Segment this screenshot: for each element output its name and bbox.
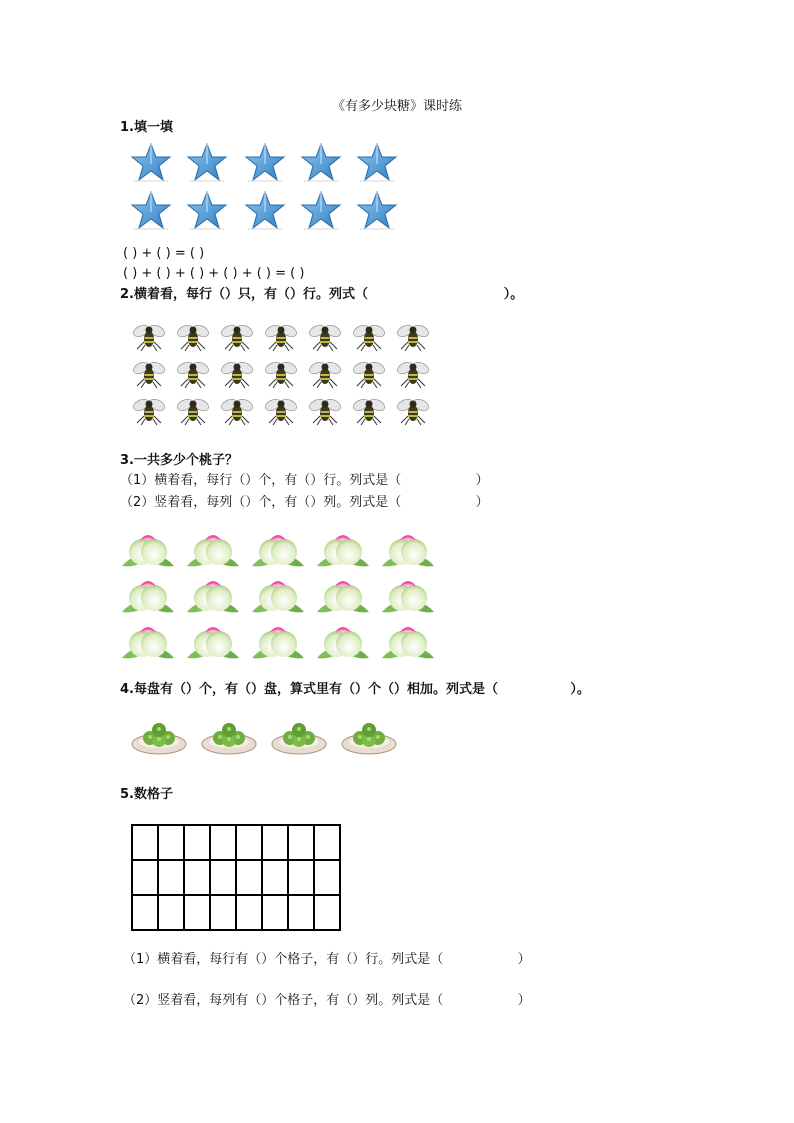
- star-icon: [130, 190, 172, 230]
- question-1-equation-2: ( ) + ( ) + ( ) + ( ) + ( ) = ( ): [123, 266, 305, 281]
- grid-cell: [158, 825, 184, 860]
- counting-grid: [131, 824, 341, 931]
- star-icon: [244, 142, 286, 182]
- peach-icon: [380, 528, 436, 570]
- plate-of-fruit-icon: [340, 716, 398, 756]
- grid-cell: [314, 825, 340, 860]
- bee-icon: [220, 322, 254, 352]
- page-title: 《有多少块糖》课时练: [331, 99, 462, 114]
- peach-icon: [120, 620, 176, 662]
- grid-cell: [288, 825, 314, 860]
- star-icon: [244, 190, 286, 230]
- peach-icon: [380, 574, 436, 616]
- bee-icon: [132, 322, 166, 352]
- bee-icon: [396, 396, 430, 426]
- star-icon: [130, 142, 172, 182]
- grid-row: [132, 825, 340, 860]
- bee-icon: [176, 396, 210, 426]
- plate-of-fruit-icon: [130, 716, 188, 756]
- bee-icon: [308, 396, 342, 426]
- peach-icon: [250, 574, 306, 616]
- bee-icon: [264, 359, 298, 389]
- peach-icon: [315, 528, 371, 570]
- grid-cell: [262, 895, 288, 930]
- peach-icon: [120, 528, 176, 570]
- question-4-text: 4.每盘有（）个，有（）盘，算式里有（）个（）相加。列式是（ ）。: [120, 682, 590, 697]
- bee-icon: [352, 322, 386, 352]
- question-3-heading: 3.一共多少个桃子？: [120, 453, 238, 468]
- peach-icon: [250, 620, 306, 662]
- peach-icon: [120, 574, 176, 616]
- bee-icon: [132, 359, 166, 389]
- plate-of-fruit-icon: [270, 716, 328, 756]
- bee-icon: [220, 396, 254, 426]
- grid-cell: [210, 895, 236, 930]
- grid-cell: [184, 895, 210, 930]
- question-1-equation-1: ( ) + ( ) = ( ): [123, 246, 205, 261]
- question-5-sub-2: （2）竖着看，每列有（）个格子，有（）列。列式是（ ）: [123, 993, 531, 1008]
- question-1-heading: 1.填一填: [120, 120, 173, 135]
- grid-cell: [210, 825, 236, 860]
- grid-cell: [132, 860, 158, 895]
- question-3-sub-2: （2）竖着看，每列（）个，有（）列。列式是（ ）: [120, 495, 489, 510]
- grid-cell: [210, 860, 236, 895]
- question-5-heading: 5.数格子: [120, 787, 173, 802]
- grid-cell: [184, 825, 210, 860]
- bee-icon: [220, 359, 254, 389]
- plate-of-fruit-icon: [200, 716, 258, 756]
- bee-icon: [176, 359, 210, 389]
- peach-icon: [380, 620, 436, 662]
- bee-icon: [264, 322, 298, 352]
- grid-cell: [314, 860, 340, 895]
- question-2-text: 2.横着看，每行（）只，有（）行。列式（ ）。: [120, 287, 524, 302]
- grid-cell: [158, 895, 184, 930]
- peach-icon: [315, 620, 371, 662]
- bee-icon: [308, 359, 342, 389]
- bee-icon: [396, 322, 430, 352]
- star-icon: [186, 190, 228, 230]
- star-icon: [300, 190, 342, 230]
- bee-icon: [352, 359, 386, 389]
- bee-icon: [352, 396, 386, 426]
- peach-icon: [185, 528, 241, 570]
- bee-icon: [264, 396, 298, 426]
- star-icon: [356, 190, 398, 230]
- star-icon: [300, 142, 342, 182]
- grid-cell: [314, 895, 340, 930]
- question-5-sub-1: （1）横着看，每行有（）个格子，有（）行。列式是（ ）: [123, 952, 531, 967]
- peach-icon: [250, 528, 306, 570]
- grid-row: [132, 895, 340, 930]
- grid-cell: [288, 895, 314, 930]
- grid-row: [132, 860, 340, 895]
- grid-cell: [262, 825, 288, 860]
- peach-icon: [185, 574, 241, 616]
- peach-icon: [315, 574, 371, 616]
- grid-cell: [236, 860, 262, 895]
- grid-cell: [132, 895, 158, 930]
- peach-icon: [185, 620, 241, 662]
- grid-cell: [288, 860, 314, 895]
- question-3-sub-1: （1）横着看，每行（）个，有（）行。列式是（ ）: [120, 473, 489, 488]
- bee-icon: [176, 322, 210, 352]
- bee-icon: [308, 322, 342, 352]
- grid-cell: [184, 860, 210, 895]
- bee-icon: [396, 359, 430, 389]
- grid-cell: [158, 860, 184, 895]
- bee-icon: [132, 396, 166, 426]
- star-icon: [356, 142, 398, 182]
- grid-cell: [236, 825, 262, 860]
- grid-cell: [262, 860, 288, 895]
- grid-cell: [132, 825, 158, 860]
- star-icon: [186, 142, 228, 182]
- grid-cell: [236, 895, 262, 930]
